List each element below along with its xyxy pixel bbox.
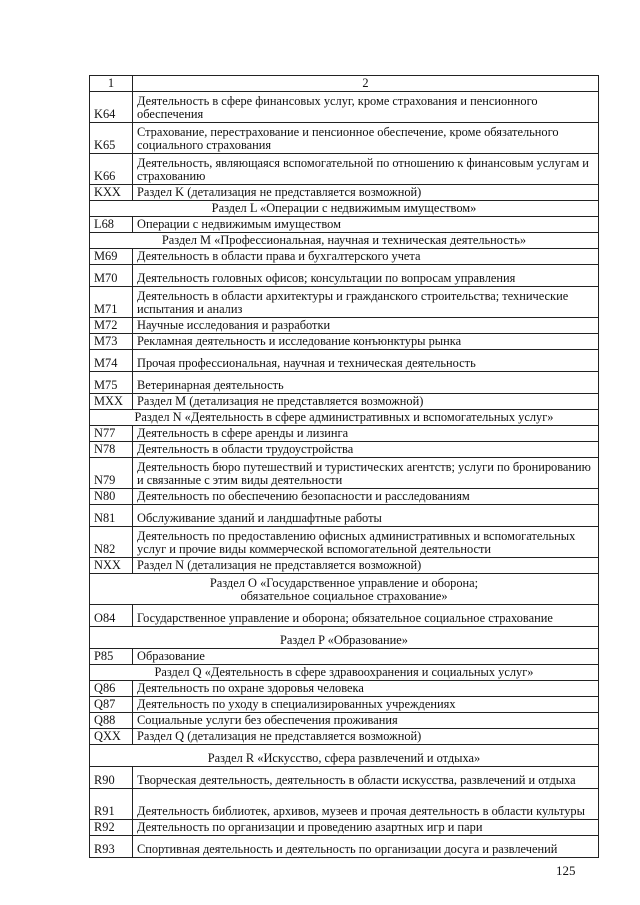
table-row	[90, 605, 599, 627]
row-code: M69	[90, 249, 133, 265]
table-row	[90, 558, 599, 574]
table-row	[90, 789, 599, 820]
table-row	[90, 350, 599, 372]
section-row	[90, 201, 599, 217]
row-description: Деятельность по организации и проведению азартных игр и пари	[133, 820, 599, 836]
row-code: R92	[90, 820, 133, 836]
table-row	[90, 426, 599, 442]
table-header-row	[90, 76, 599, 92]
section-row	[90, 574, 599, 605]
section-heading: Раздел M «Профессиональная, научная и техническая деятельность»	[90, 233, 599, 249]
table-row	[90, 334, 599, 350]
table-row	[90, 287, 599, 318]
row-code: M75	[90, 372, 133, 394]
row-code: K66	[90, 154, 133, 185]
row-description: Деятельность по предоставлению офисных административных и вспомогательных услуг и прочие виды коммерческой вспомогательной деятельности	[133, 527, 599, 558]
table-row	[90, 836, 599, 858]
section-heading-line-1: Раздел O «Государственное управление и оборона;	[209, 576, 479, 590]
table-row	[90, 265, 599, 287]
row-code: K65	[90, 123, 133, 154]
row-code: L68	[90, 217, 133, 233]
row-code: M73	[90, 334, 133, 350]
table-row	[90, 489, 599, 505]
row-description: Рекламная деятельность и исследование конъюнктуры рынка	[133, 334, 599, 350]
row-description: Ветеринарная деятельность	[133, 372, 599, 394]
section-heading-line-2: обязательное социальное страхование»	[240, 589, 448, 603]
row-code: QXX	[90, 729, 133, 745]
table-row	[90, 394, 599, 410]
row-description: Деятельность в области трудоустройства	[133, 442, 599, 458]
table-row	[90, 527, 599, 558]
row-description: Прочая профессиональная, научная и техническая деятельность	[133, 350, 599, 372]
row-description: Деятельность, являющаяся вспомогательной по отношению к финансовым услугам и страхованию	[133, 154, 599, 185]
table-row	[90, 458, 599, 489]
row-code: N79	[90, 458, 133, 489]
row-code: M70	[90, 265, 133, 287]
row-code: N80	[90, 489, 133, 505]
row-code: Q86	[90, 681, 133, 697]
page-number: 125	[556, 863, 576, 878]
section-row	[90, 410, 599, 426]
row-description: Операции с недвижимым имуществом	[133, 217, 599, 233]
table-row	[90, 318, 599, 334]
row-code: M74	[90, 350, 133, 372]
section-heading: Раздел R «Искусство, сфера развлечений и отдыха»	[90, 745, 599, 767]
row-code: MXX	[90, 394, 133, 410]
okved-table	[89, 75, 599, 858]
row-description: Деятельность головных офисов; консультации по вопросам управления	[133, 265, 599, 287]
row-description: Образование	[133, 649, 599, 665]
row-code: N82	[90, 527, 133, 558]
row-description: Раздел Q (детализация не представляется возможной)	[133, 729, 599, 745]
row-code: R90	[90, 767, 133, 789]
section-heading: Раздел N «Деятельность в сфере административных и вспомогательных услуг»	[90, 410, 599, 426]
row-code: Q88	[90, 713, 133, 729]
row-code: O84	[90, 605, 133, 627]
table-row	[90, 442, 599, 458]
row-description: Деятельность в сфере финансовых услуг, кроме страхования и пенсионного обеспечения	[133, 92, 599, 123]
row-description: Раздел N (детализация не представляется возможной)	[133, 558, 599, 574]
row-description: Деятельность по обеспечению безопасности и расследованиям	[133, 489, 599, 505]
row-code: P85	[90, 649, 133, 665]
row-description: Раздел K (детализация не представляется возможной)	[133, 185, 599, 201]
section-row	[90, 233, 599, 249]
table-row	[90, 249, 599, 265]
row-description: Творческая деятельность, деятельность в области искусства, развлечений и отдыха	[133, 767, 599, 789]
row-code: N78	[90, 442, 133, 458]
row-code: KXX	[90, 185, 133, 201]
row-code: K64	[90, 92, 133, 123]
table-row	[90, 697, 599, 713]
table-row	[90, 154, 599, 185]
row-description: Государственное управление и оборона; обязательное социальное страхование	[133, 605, 599, 627]
table-row	[90, 681, 599, 697]
row-description: Деятельность по уходу в специализированных учреждениях	[133, 697, 599, 713]
row-description: Раздел M (детализация не представляется возможной)	[133, 394, 599, 410]
row-code: Q87	[90, 697, 133, 713]
row-description: Деятельность в области права и бухгалтерского учета	[133, 249, 599, 265]
row-code: N77	[90, 426, 133, 442]
row-description: Спортивная деятельность и деятельность по организации досуга и развлечений	[133, 836, 599, 858]
table-row	[90, 649, 599, 665]
column-header-2: 2	[133, 76, 599, 92]
section-row	[90, 627, 599, 649]
column-header-1: 1	[90, 76, 133, 92]
table-row	[90, 505, 599, 527]
section-row	[90, 665, 599, 681]
section-heading	[90, 574, 599, 605]
row-description: Обслуживание зданий и ландшафтные работы	[133, 505, 599, 527]
table-row	[90, 92, 599, 123]
table-row	[90, 123, 599, 154]
row-description: Деятельность в сфере аренды и лизинга	[133, 426, 599, 442]
row-description: Страхование, перестрахование и пенсионное обеспечение, кроме обязательного социального страхования	[133, 123, 599, 154]
row-code: M71	[90, 287, 133, 318]
row-description: Деятельность бюро путешествий и туристических агентств; услуги по бронированию и связанные с этим виды деятельности	[133, 458, 599, 489]
row-description: Деятельность по охране здоровья человека	[133, 681, 599, 697]
row-code: R91	[90, 789, 133, 820]
table-row	[90, 729, 599, 745]
row-code: M72	[90, 318, 133, 334]
table-row	[90, 372, 599, 394]
table-row	[90, 713, 599, 729]
table-row	[90, 185, 599, 201]
table-row	[90, 767, 599, 789]
row-code: NXX	[90, 558, 133, 574]
row-description: Социальные услуги без обеспечения проживания	[133, 713, 599, 729]
row-description: Деятельность библиотек, архивов, музеев и прочая деятельность в области культуры	[133, 789, 599, 820]
table-row	[90, 217, 599, 233]
row-description: Деятельность в области архитектуры и гражданского строительства; технические испытания и анализ	[133, 287, 599, 318]
section-heading: Раздел Q «Деятельность в сфере здравоохранения и социальных услуг»	[90, 665, 599, 681]
row-description: Научные исследования и разработки	[133, 318, 599, 334]
section-row	[90, 745, 599, 767]
section-heading: Раздел L «Операции с недвижимым имуществом»	[90, 201, 599, 217]
row-code: N81	[90, 505, 133, 527]
section-heading: Раздел P «Образование»	[90, 627, 599, 649]
table-row	[90, 820, 599, 836]
row-code: R93	[90, 836, 133, 858]
